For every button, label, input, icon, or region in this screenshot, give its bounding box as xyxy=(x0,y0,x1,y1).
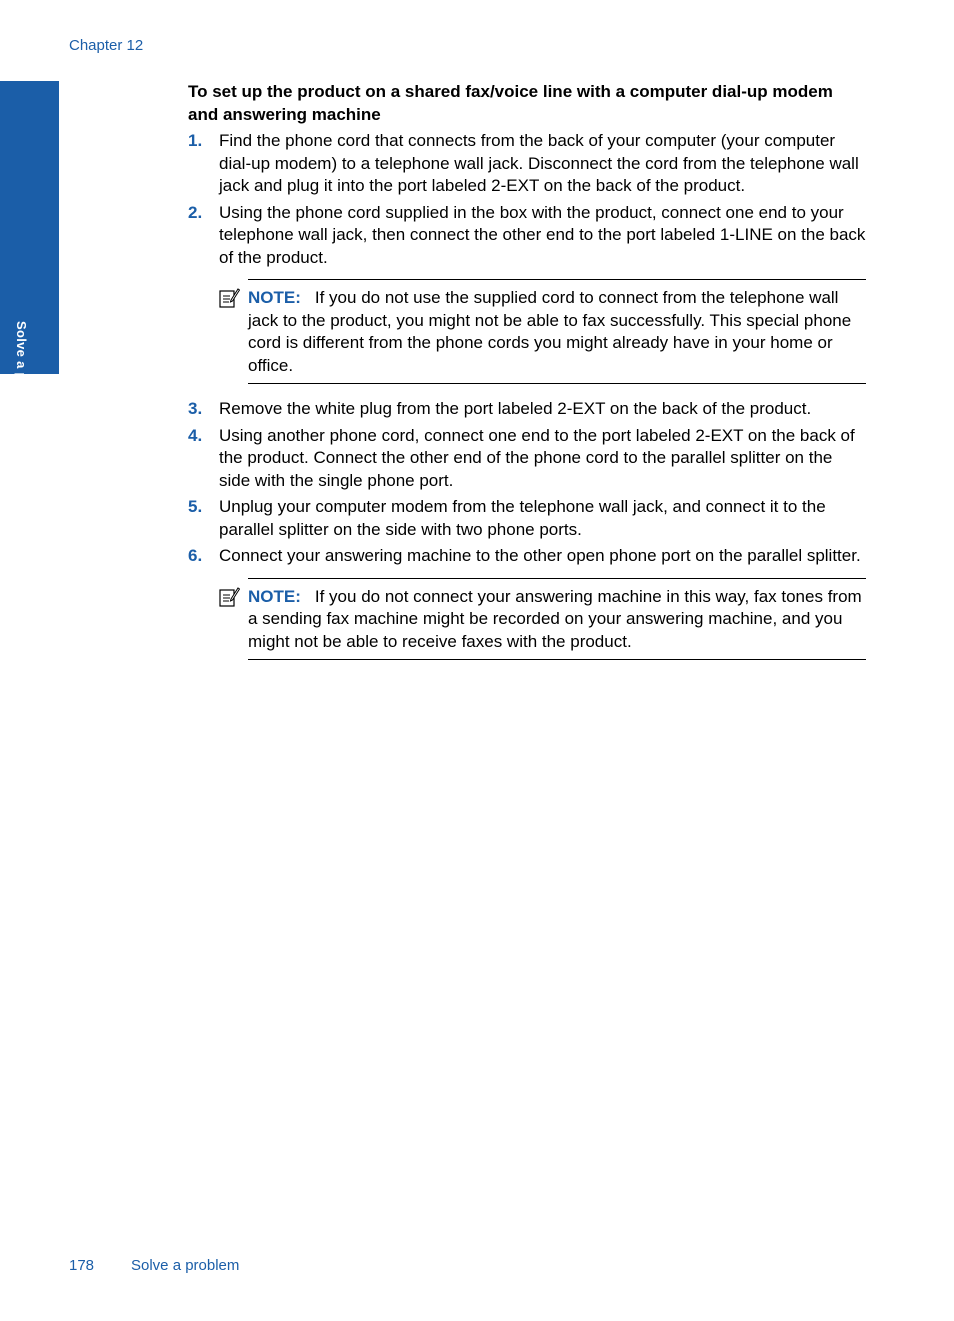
note-label: NOTE: xyxy=(248,288,301,307)
step-5 xyxy=(188,496,866,541)
note-text: If you do not connect your answering machine in this way, fax tones from a sending fax machine might be recorded on your answering machine, and you might not be able to receive faxes with the product. xyxy=(248,586,862,651)
note-pencil-icon xyxy=(218,287,240,309)
step-text: Remove the white plug from the port labeled 2-EXT on the back of the product. xyxy=(219,399,812,418)
side-tab xyxy=(0,81,59,426)
step-text: Connect your answering machine to the other open phone port on the parallel splitter. xyxy=(219,546,861,565)
step-text: Using another phone cord, connect one end to the port labeled 2-EXT on the back of the product. Connect the other end of the phone cord to the parallel splitter on the side with the single phone port. xyxy=(219,425,855,490)
step-3 xyxy=(188,398,866,421)
side-tab-label: Solve a problem xyxy=(14,321,29,426)
step-text: Unplug your computer modem from the telephone wall jack, and connect it to the parallel splitter on the side with two phone ports. xyxy=(219,497,826,539)
step-number: 3. xyxy=(188,399,203,418)
step-2 xyxy=(188,202,866,270)
note-2 xyxy=(248,578,866,661)
step-text: Using the phone cord supplied in the box with the product, connect one end to your telephone wall jack, then connect the other end to the port labeled 1-LINE on the back of the product. xyxy=(219,202,866,267)
step-number: 6. xyxy=(188,546,203,565)
note-block-1 xyxy=(248,279,866,384)
step-text: Find the phone cord that connects from the back of your computer (your computer dial-up modem) to a telephone wall jack. Disconnect the cord from the telephone wall jack and plug it into the port labeled 2-EXT on the back of the product. xyxy=(219,131,859,195)
procedure-title: To set up the product on a shared fax/voice line with a computer dial-up modem and answering machine xyxy=(188,82,833,124)
step-number: 1. xyxy=(188,131,203,150)
footer-section-title: Solve a problem xyxy=(131,1257,240,1274)
note-block-2 xyxy=(248,578,866,661)
note-pencil-icon xyxy=(218,586,240,608)
main-content xyxy=(188,81,866,674)
step-number: 4. xyxy=(188,425,203,445)
chapter-header: Chapter 12 xyxy=(69,37,144,54)
step-4 xyxy=(188,425,866,493)
step-number: 2. xyxy=(188,202,203,222)
note-1 xyxy=(248,279,866,384)
note-label: NOTE: xyxy=(248,586,301,606)
note-text: If you do not use the supplied cord to connect from the telephone wall jack to the product, you might not be able to fax successfully. This special phone cord is different from the phone cords you might already have in your home or office. xyxy=(248,288,852,375)
step-1 xyxy=(188,130,866,198)
step-6 xyxy=(188,545,866,568)
page-number: 178 xyxy=(69,1257,95,1274)
step-number: 5. xyxy=(188,497,203,516)
